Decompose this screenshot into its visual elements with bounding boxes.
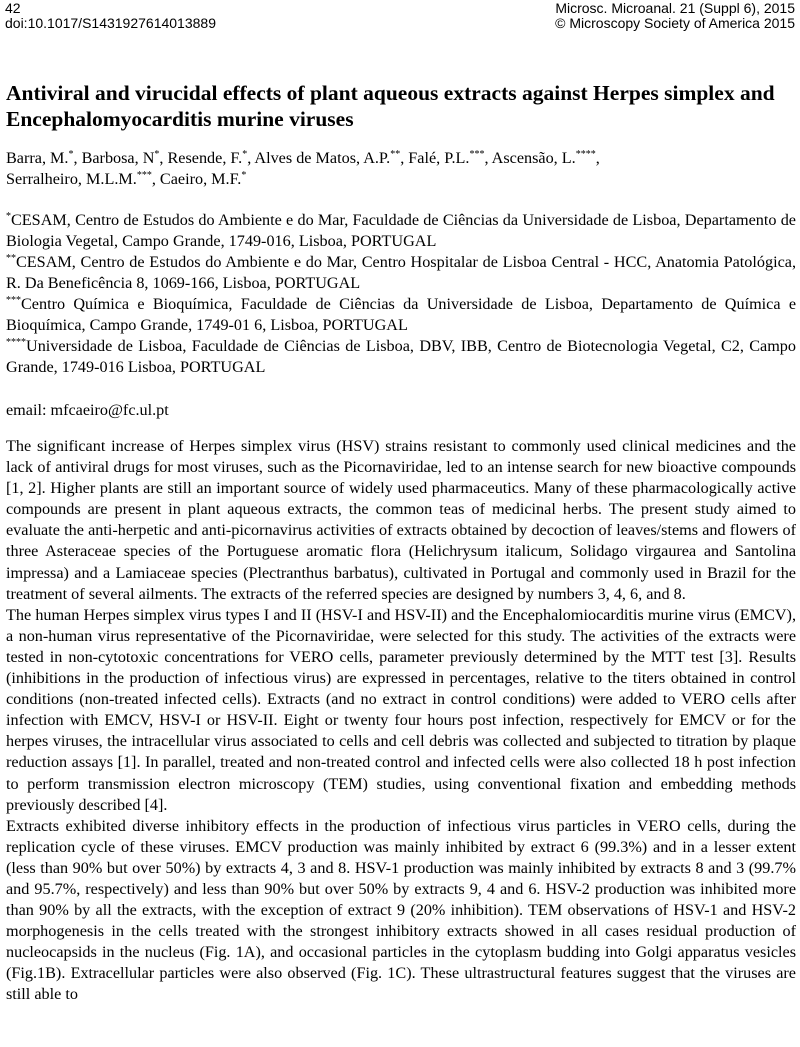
- affiliation: ***Centro Química e Bioquímica, Faculdade de Ciências da Universidade de Lisboa, Departamento de Química e Bioquímica, Campo Grande, 1749-01 6, Lisboa, PORTUGAL: [6, 295, 796, 334]
- author: Barra, M.*,: [6, 149, 82, 167]
- body-paragraph: The human Herpes simplex virus types I and II (HSV-I and HSV-II) and the Encephalomiocarditis murine virus (EMCV), a non-human virus representative of the Picornaviridae, were selected for this study. The activities of the extracts were tested in non-cytotoxic concentrations for VERO cells, parameter previously determined by the MTT test [3]. Results (inhibitions in the production of infectious virus) are expressed in percentages, relative to the titers obtained in control conditions (non-treated infected cells). Extracts (and no extract in control conditions) were added to VERO cells after infection with EMCV, HSV-I or HSV-II. Eight or twenty four hours post infection, respectively for EMCV or for the herpes viruses, the intracellular virus associated to cells and cell debris was collected and subjected to titration by plaque reduction assays [1]. In parallel, treated and non-treated control and infected cells were also collected 18 h post infection to perform transmission electron microscopy (TEM) studies, using conventional fixation and embedding methods previously described [4].: [6, 605, 796, 814]
- author: Ascensão, L.****,: [491, 149, 600, 167]
- author: Caeiro, M.F.*: [159, 170, 247, 188]
- author: Resende, F.*,: [167, 149, 255, 167]
- affiliation-list: [6, 210, 796, 378]
- doi-link[interactable]: doi:10.1017/S1431927614013889: [5, 15, 216, 31]
- journal-citation: Microsc. Microanal. 21 (Suppl 6), 2015: [555, 0, 795, 16]
- page-number: 42: [5, 0, 21, 16]
- copyright-notice: © Microscopy Society of America 2015: [555, 15, 795, 31]
- abstract-body: [6, 436, 796, 1006]
- author: Serralheiro, M.L.M.***,: [6, 170, 160, 188]
- affiliation: *CESAM, Centro de Estudos do Ambiente e do Mar, Faculdade de Ciências da Universidade de Lisboa, Departamento de Biologia Vegetal, Campo Grande, 1749-016, Lisboa, PORTUGAL: [6, 211, 796, 250]
- body-paragraph: Extracts exhibited diverse inhibitory effects in the production of infectious virus particles in VERO cells, during the replication cycle of these viruses. EMCV production was mainly inhibited by extract 6 (99.3%) and in a lesser extent (less than 90% but over 50%) by extracts 4, 3 and 8. HSV-1 production was mainly inhibited by extracts 8 and 3 (99.7% and 95.7%, respectively) and less than 90% but over 50% by extracts 9, 4 and 6. HSV-2 production was inhibited more than 90% by all the extracts, with the exception of extract 9 (20% inhibition). TEM observations of HSV-1 and HSV-2 morphogenesis in the cells treated with the strongest inhibitory extracts showed in all cases residual production of nucleocapsids in the nucleus (Fig. 1A), and occasional particles in the cytoplasm budding into Golgi apparatus vesicles (Fig.1B). Extracellular particles were also observed (Fig. 1C). These ultrastructural features suggest that the viruses are still able to: [6, 816, 796, 1004]
- author: Alves de Matos, A.P.**,: [254, 149, 409, 167]
- author-list: [6, 148, 796, 190]
- affiliation: ****Universidade de Lisboa, Faculdade de Ciências de Lisboa, DBV, IBB, Centro de Biotecnologia Vegetal, C2, Campo Grande, 1749-016 Lisboa, PORTUGAL: [6, 337, 796, 376]
- body-paragraph: The significant increase of Herpes simplex virus (HSV) strains resistant to commonly used clinical medicines and the lack of antiviral drugs for most viruses, such as the Picornaviridae, led to an intense search for new bioactive compounds [1, 2]. Higher plants are still an important source of widely used pharmaceutics. Many of these pharmacologically active compounds are present in plant aqueous extracts, the common teas of medicinal herbs. The present study aimed to evaluate the anti-herpetic and anti-picornavirus activities of extracts obtained by decoction of leaves/stems and flowers of three Asteraceae species of the Portuguese aromatic flora (Helichrysum italicum, Solidago virgaurea and Santolina impressa) and a Lamiaceae species (Plectranthus barbatus), cultivated in Portugal and commonly used in Brazil for the treatment of several ailments. The extracts of the referred species are designed by numbers 3, 4, 6, and 8.: [6, 437, 796, 603]
- paper-title: Antiviral and virucidal effects of plant aqueous extracts against Herpes simplex and Encephalomyocarditis murine viruses: [6, 81, 775, 131]
- author: Falé, P.L.***,: [408, 149, 492, 167]
- affiliation: **CESAM, Centro de Estudos do Ambiente e do Mar, Centro Hospitalar de Lisboa Central - HCC, Anatomia Patológica, R. Da Beneficência 8, 1069-166, Lisboa, PORTUGAL: [6, 253, 796, 292]
- author: Barbosa, N*,: [81, 149, 168, 167]
- contact-email[interactable]: email: mfcaeiro@fc.ul.pt: [6, 401, 169, 419]
